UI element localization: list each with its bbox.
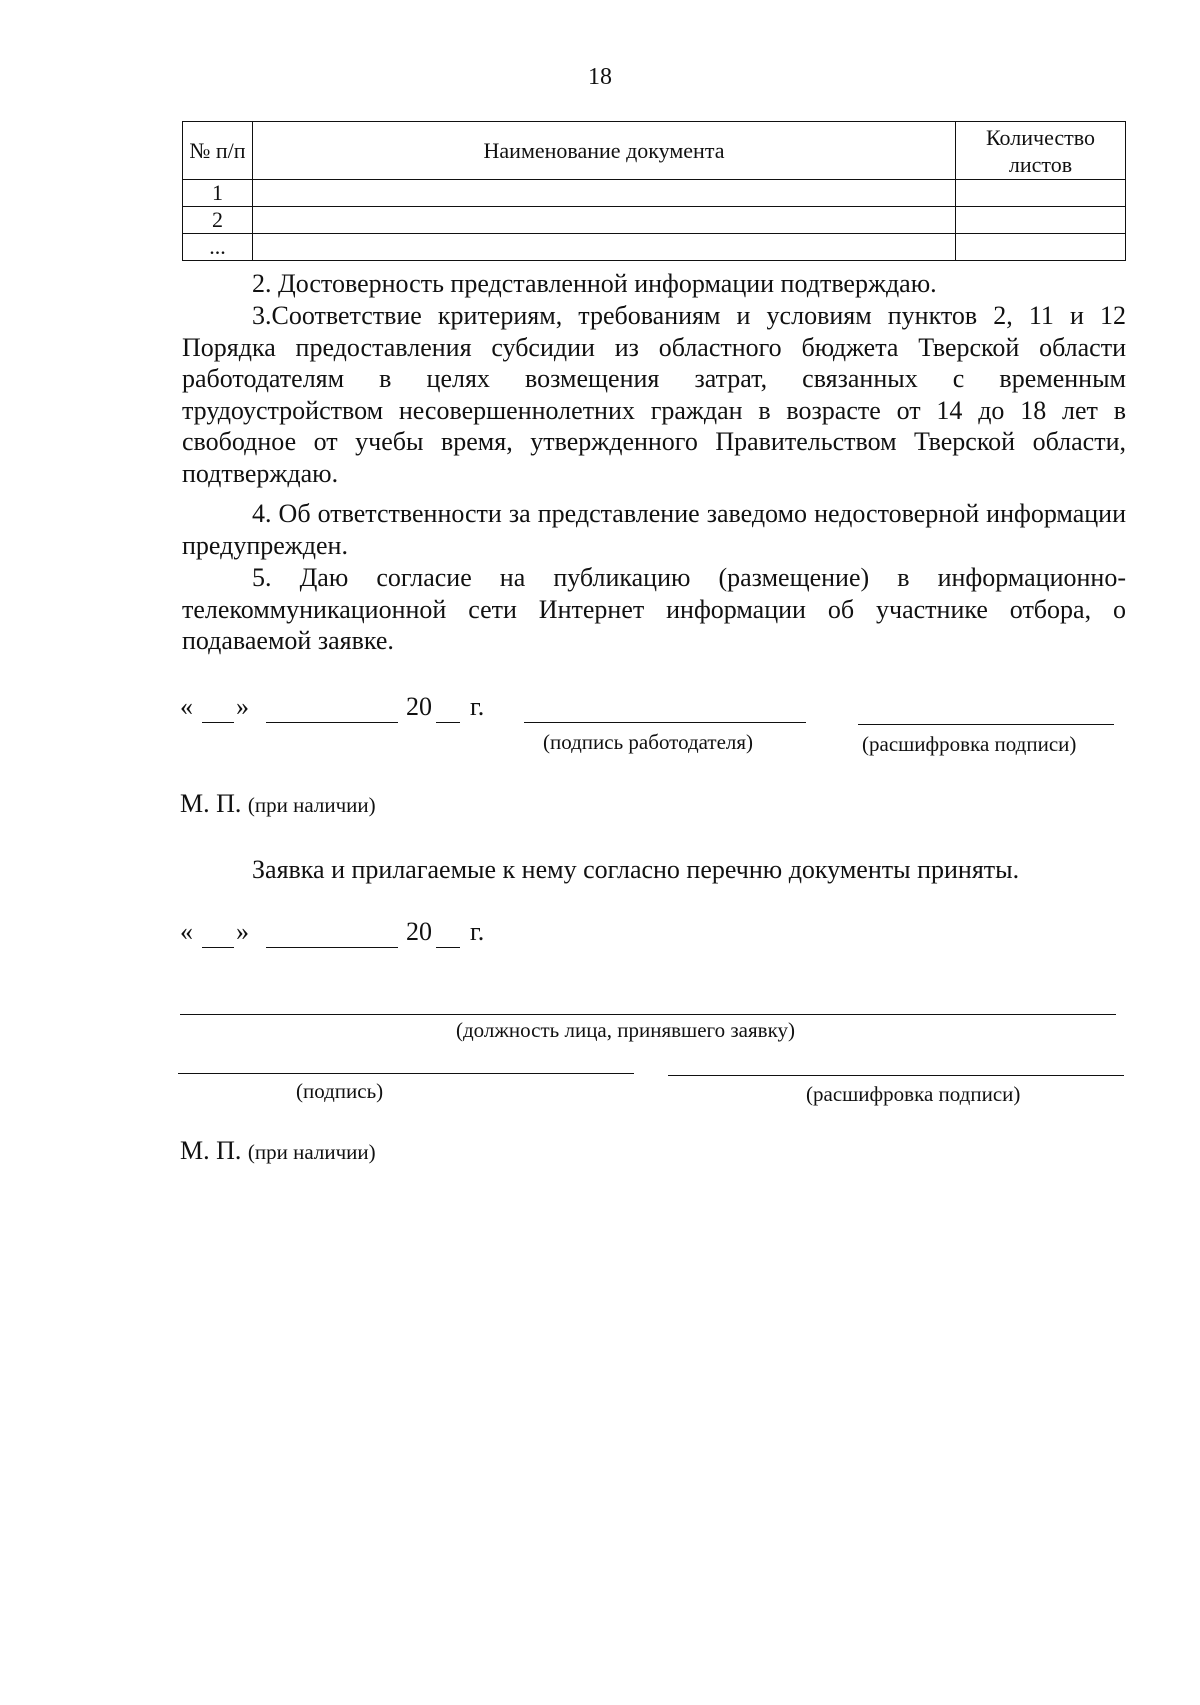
year-blank-line [436, 722, 460, 723]
employer-decoding-caption: (расшифровка подписи) [862, 732, 1077, 756]
documents-table [182, 121, 1126, 261]
acceptor-decoding-line [668, 1075, 1124, 1076]
row-sheet-count [956, 234, 1126, 261]
paragraph-5: 5. Даю согласие на публикацию (размещение) в информационно-телекоммуникационной сети Интернет информации об участнике отбора, о подаваемой заявке. [182, 563, 1126, 655]
acceptor-signature-caption: (подпись) [296, 1079, 384, 1103]
row-number: 2 [183, 207, 253, 234]
paragraph-2: 2. Достоверность представленной информации подтверждаю. [252, 269, 937, 298]
table-row [183, 207, 1126, 234]
header-document-name: Наименование документа [253, 122, 956, 180]
date-open-quote: « [180, 917, 193, 946]
month-blank-line [266, 722, 398, 723]
page-number: 18 [588, 64, 612, 90]
date-close-quote: » [236, 692, 249, 721]
acceptor-signature-line [178, 1073, 634, 1074]
year-blank-line [436, 947, 460, 948]
header-number: № п/п [183, 122, 253, 180]
stamp-place-2: М. П. (при наличии) [180, 1136, 376, 1165]
acceptor-decoding-caption: (расшифровка подписи) [806, 1082, 1021, 1106]
position-line [180, 1014, 1116, 1015]
row-document-name [253, 180, 956, 207]
day-blank-line [202, 722, 234, 723]
table-row [183, 234, 1126, 261]
table-row [183, 180, 1126, 207]
header-sheet-count: Количество листов [956, 122, 1126, 180]
employer-signature-line [524, 722, 806, 723]
acceptance-statement: Заявка и прилагаемые к нему согласно перечню документы приняты. [252, 855, 1020, 884]
stamp-place-1: М. П. (при наличии) [180, 789, 376, 818]
date-close-quote: » [236, 917, 249, 946]
employer-decoding-line [858, 724, 1114, 725]
paragraph-4: 4. Об ответственности за представление заведомо недостоверной информации предупрежден. [182, 499, 1126, 560]
employer-signature-caption: (подпись работодателя) [543, 730, 754, 754]
row-sheet-count [956, 207, 1126, 234]
row-number: 1 [183, 180, 253, 207]
year-prefix: 20 [406, 692, 432, 721]
month-blank-line [266, 947, 398, 948]
row-document-name [253, 207, 956, 234]
row-number: ... [183, 234, 253, 261]
paragraph-3: 3.Соответствие критериям, требованиям и условиям пунктов 2, 11 и 12 Порядка предоставления субсидии из областного бюджета Тверской области работодателям в целях возмещения затрат, связанных с временным трудоустройством несовершеннолетних граждан в возрасте от 14 до 18 лет в свободное от учебы время, утвержденного Правительством Тверской области, подтверждаю. [182, 301, 1126, 488]
table-header-row [183, 122, 1126, 180]
year-suffix: г. [470, 692, 485, 721]
year-suffix: г. [470, 917, 485, 946]
position-caption: (должность лица, принявшего заявку) [456, 1018, 795, 1042]
row-sheet-count [956, 180, 1126, 207]
date-open-quote: « [180, 692, 193, 721]
day-blank-line [202, 947, 234, 948]
row-document-name [253, 234, 956, 261]
year-prefix: 20 [406, 917, 432, 946]
